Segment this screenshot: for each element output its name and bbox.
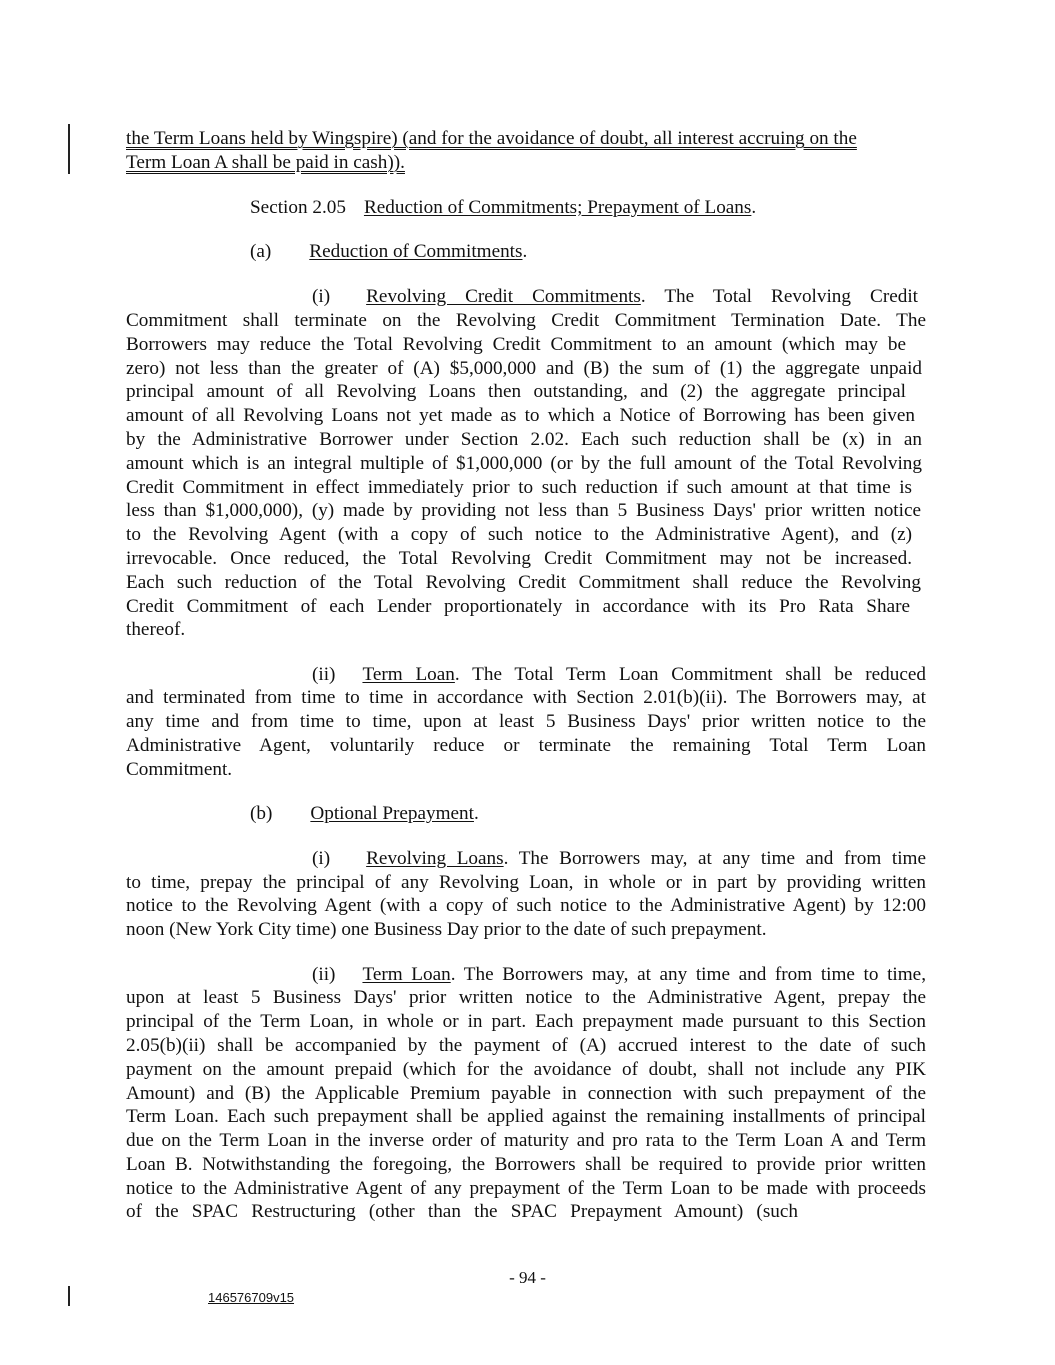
a-i-line-9: less than $1,000,000), (y) made by providing not less than 5 Business Days' prior written notice [126, 500, 921, 521]
subsection-a-title: Reduction of Commitments [309, 241, 523, 262]
b-ii-line-2: principal of the Term Loan, in whole or in part. Each prepayment made pursuant to this Section [126, 1011, 926, 1032]
change-bar-top [68, 124, 70, 174]
b-ii-line-6: Term Loan. Each such prepayment shall be applied against the remaining installments of principal [126, 1106, 926, 1127]
a-i-line-0: (i) Revolving Credit Commitments. The Total Revolving Credit [312, 286, 918, 307]
a-i-line-3: zero) not less than the greater of (A) $5,000,000 and (B) the sum of (1) the aggregate unpaid [126, 358, 922, 379]
a-i-line-1: Commitment shall terminate on the Revolving Credit Commitment Termination Date. The [126, 310, 926, 331]
carryover-line-1: the Term Loans held by Wingspire) (and for the avoidance of doubt, all interest accruing on the [126, 128, 857, 149]
a-ii-title: Term Loan [362, 664, 455, 685]
a-ii-line-1: and terminated from time to time in accordance with Section 2.01(b)(ii). The Borrowers may, at [126, 687, 926, 708]
section-period: . [751, 197, 757, 218]
subsection-b-label: (b) [250, 803, 273, 824]
b-i-line-2: notice to the Revolving Agent (with a copy of such notice to the Administrative Agent) by 12:00 [126, 895, 926, 916]
a-ii-line-0: (ii) Term Loan. The Total Term Loan Commitment shall be reduced [312, 664, 926, 685]
a-i-line-4: principal amount of all Revolving Loans then outstanding, and (2) the aggregate principal [126, 381, 906, 402]
b-ii-line-1: upon at least 5 Business Days' prior written notice to the Administrative Agent, prepay the [126, 987, 926, 1008]
b-ii-line-10: of the SPAC Restructuring (other than the SPAC Prepayment Amount) (such [126, 1201, 798, 1222]
a-i-line-5: amount of all Revolving Loans not yet made as to which a Notice of Borrowing has been given [126, 405, 915, 426]
a-i-line-8: Credit Commitment in effect immediately prior to such reduction if such amount at that time is [126, 477, 912, 498]
a-i-title: Revolving Credit Commitments [366, 286, 641, 307]
a-i-line-11: irrevocable. Once reduced, the Total Revolving Credit Commitment may not be increased. [126, 548, 912, 569]
b-i-line-1: to time, prepay the principal of any Revolving Loan, in whole or in part by providing written [126, 872, 926, 893]
a-i-line-14: thereof. [126, 619, 186, 640]
carryover-line-2: Term Loan A shall be paid in cash)). [126, 152, 405, 173]
a-i-line-10: to the Revolving Agent (with a copy of such notice to the Administrative Agent), and (z) [126, 524, 912, 545]
page-number: - 94 - [509, 1268, 546, 1287]
b-ii-line-9: notice to the Administrative Agent of any prepayment of the Term Loan to be made with proceeds [126, 1178, 926, 1199]
b-i-title: Revolving Loans [366, 848, 504, 869]
section-heading [250, 196, 756, 220]
subsection-a-label: (a) [250, 241, 272, 262]
a-i-line-6: by the Administrative Borrower under Section 2.02. Each such reduction shall be (x) in an [126, 429, 922, 450]
section-number: Section 2.05 [250, 197, 346, 218]
a-i-line-13: Credit Commitment of each Lender proportionately in accordance with its Pro Rata Share [126, 596, 910, 617]
document-id: 146576709v15 [208, 1290, 295, 1305]
subsection-b-heading: (b) Optional Prepayment. [250, 803, 479, 824]
a-i-line-7: amount which is an integral multiple of $1,000,000 (or by the full amount of the Total Revolving [126, 453, 922, 474]
a-ii-line-2: any time and from time to time, upon at least 5 Business Days' prior written notice to the [126, 711, 926, 732]
a-ii-line-3: Administrative Agent, voluntarily reduce or terminate the remaining Total Term Loan [126, 735, 926, 756]
section-title: Reduction of Commitments; Prepayment of Loans [363, 197, 752, 218]
change-bar-footer [68, 1286, 70, 1306]
b-i-line-0: (i) Revolving Loans. The Borrowers may, at any time and from time [312, 848, 926, 869]
b-ii-line-4: payment on the amount prepaid (which for the avoidance of doubt, shall not include any PIK [126, 1059, 926, 1080]
b-ii-line-7: due on the Term Loan in the inverse order of maturity and pro rata to the Term Loan A and Term [126, 1130, 926, 1151]
a-i-line-2: Borrowers may reduce the Total Revolving Credit Commitment to an amount (which may be [126, 334, 906, 355]
b-i-line-3: noon (New York City time) one Business Day prior to the date of such prepayment. [126, 919, 767, 940]
a-i-line-12: Each such reduction of the Total Revolving Credit Commitment shall reduce the Revolving [126, 572, 921, 593]
b-ii-line-3: 2.05(b)(ii) shall be accompanied by the payment of (A) accrued interest to the date of such [126, 1035, 926, 1056]
b-ii-line-5: Amount) and (B) the Applicable Premium payable in connection with such prepayment of the [126, 1083, 926, 1104]
subsection-b-title: Optional Prepayment [310, 803, 474, 824]
a-ii-line-4: Commitment. [126, 759, 233, 780]
b-ii-title: Term Loan [362, 964, 451, 985]
subsection-a-heading: (a) Reduction of Commitments. [250, 241, 528, 262]
b-ii-line-0: (ii) Term Loan. The Borrowers may, at any time and from time to time, [312, 964, 926, 985]
b-ii-line-8: Loan B. Notwithstanding the foregoing, the Borrowers shall be required to provide prior written [126, 1154, 926, 1175]
